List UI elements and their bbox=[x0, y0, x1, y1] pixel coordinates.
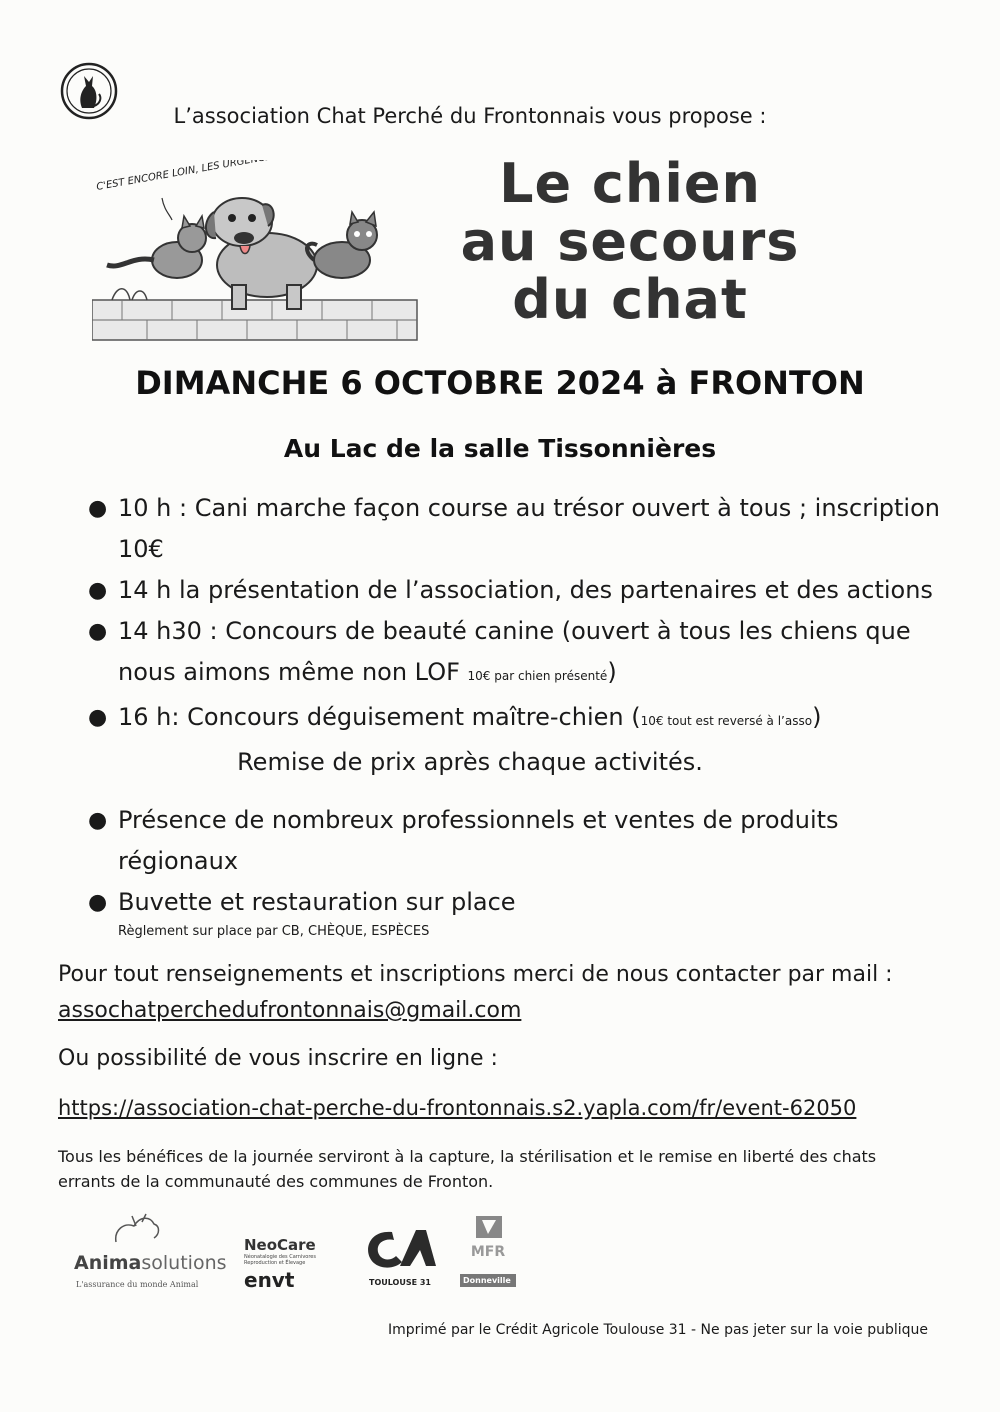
remise-text: Remise de prix après chaque activités. bbox=[237, 748, 703, 776]
credit-agricole-logo-icon bbox=[362, 1226, 438, 1274]
mfr-brand: MFR bbox=[470, 1244, 506, 1260]
program-item bbox=[88, 488, 958, 570]
anima-brand: Anima bbox=[74, 1252, 142, 1274]
program-item-note: 10€ tout est reversé à l’asso bbox=[640, 714, 813, 728]
solutions-brand: solutions bbox=[141, 1252, 227, 1274]
print-footer: Imprimé par le Crédit Agricole Toulouse 31 - Ne pas jeter sur la voie publique bbox=[387, 1322, 928, 1338]
bullet-icon: ● bbox=[88, 705, 108, 730]
bullet-icon: ● bbox=[88, 808, 108, 833]
title-line-1: Le chien bbox=[499, 152, 761, 215]
extras-list bbox=[88, 800, 908, 923]
contact-text: Pour tout renseignements et inscriptions merci de nous contacter par mail : bbox=[58, 962, 893, 987]
bullet-icon: ● bbox=[88, 890, 108, 915]
neocare-sub: Néonatalogie des Carnivores Reproduction et Élevage bbox=[244, 1254, 316, 1266]
event-place: Au Lac de la salle Tissonnières bbox=[283, 434, 717, 463]
ca-label: TOULOUSE 31 bbox=[368, 1278, 431, 1287]
title-line-2: au secours bbox=[460, 210, 800, 273]
bullet-icon: ● bbox=[88, 578, 108, 603]
extras-item-text: Présence de nombreux professionnels et ventes de produits régionaux bbox=[118, 806, 839, 875]
program-item bbox=[88, 611, 958, 697]
sponsor-credit-agricole bbox=[362, 1226, 442, 1296]
speech-bubble-text: C'EST ENCORE LOIN, LES URGENCES ?.. bbox=[95, 160, 293, 193]
intro-text: L’association Chat Perché du Frontonnais vous propose : bbox=[173, 104, 767, 128]
extras-item bbox=[88, 882, 908, 923]
email-link[interactable]: assochatperchedufrontonnais@gmail.com bbox=[58, 998, 522, 1023]
program-list bbox=[88, 488, 958, 742]
neocare-brand: NeoCare bbox=[244, 1236, 316, 1254]
bullet-icon: ● bbox=[88, 496, 108, 521]
program-item-note: 10€ par chien présenté bbox=[467, 669, 608, 683]
sponsor-neocare bbox=[244, 1236, 344, 1296]
benefits-text: Tous les bénéfices de la journée serviront à la capture, la stérilisation et le remise en liberté des chats errants de la communauté des communes de Fronton. bbox=[58, 1147, 877, 1191]
sponsor-animasolutions bbox=[70, 1212, 230, 1292]
payment-note: Règlement sur place par CB, CHÈQUE, ESPÈCES bbox=[118, 924, 430, 939]
online-text: Ou possibilité de vous inscrire en ligne : bbox=[58, 1046, 498, 1071]
bullet-icon: ● bbox=[88, 619, 108, 644]
program-item bbox=[88, 697, 958, 742]
extras-item-text: Buvette et restauration sur place bbox=[118, 888, 516, 916]
mfr-emblem-icon bbox=[474, 1214, 504, 1240]
program-item-text: 14 h30 : Concours de beauté canine (ouvert à tous les chiens que nous aimons même non LOF bbox=[118, 617, 911, 686]
title-line-3: du chat bbox=[512, 268, 748, 331]
program-item-close: ) bbox=[812, 703, 822, 731]
program-item-text: 10 h : Cani marche façon course au trésor ouvert à tous ; inscription 10€ bbox=[118, 494, 940, 563]
envt-brand: envt bbox=[244, 1268, 295, 1292]
program-item-text: 16 h: Concours déguisement maître-chien ( bbox=[118, 703, 641, 731]
registration-link[interactable]: https://association-chat-perche-du-frontonnais.s2.yapla.com/fr/event-62050 bbox=[58, 1096, 857, 1120]
dog-carrying-cats-cartoon bbox=[92, 160, 422, 345]
animal-silhouette-icon bbox=[106, 1212, 166, 1248]
program-item bbox=[88, 570, 958, 611]
program-item-close: ) bbox=[607, 658, 617, 686]
anima-tagline: L'assurance du monde Animal bbox=[76, 1280, 199, 1289]
extras-item bbox=[88, 800, 908, 882]
event-date: DIMANCHE 6 OCTOBRE 2024 à FRONTON bbox=[135, 364, 865, 402]
program-item-text: 14 h la présentation de l’association, des partenaires et des actions bbox=[118, 576, 933, 604]
sponsor-mfr bbox=[460, 1214, 524, 1304]
mfr-donneville: Donneville bbox=[460, 1274, 516, 1287]
event-title bbox=[430, 152, 830, 331]
cartoon-illustration bbox=[92, 160, 422, 345]
